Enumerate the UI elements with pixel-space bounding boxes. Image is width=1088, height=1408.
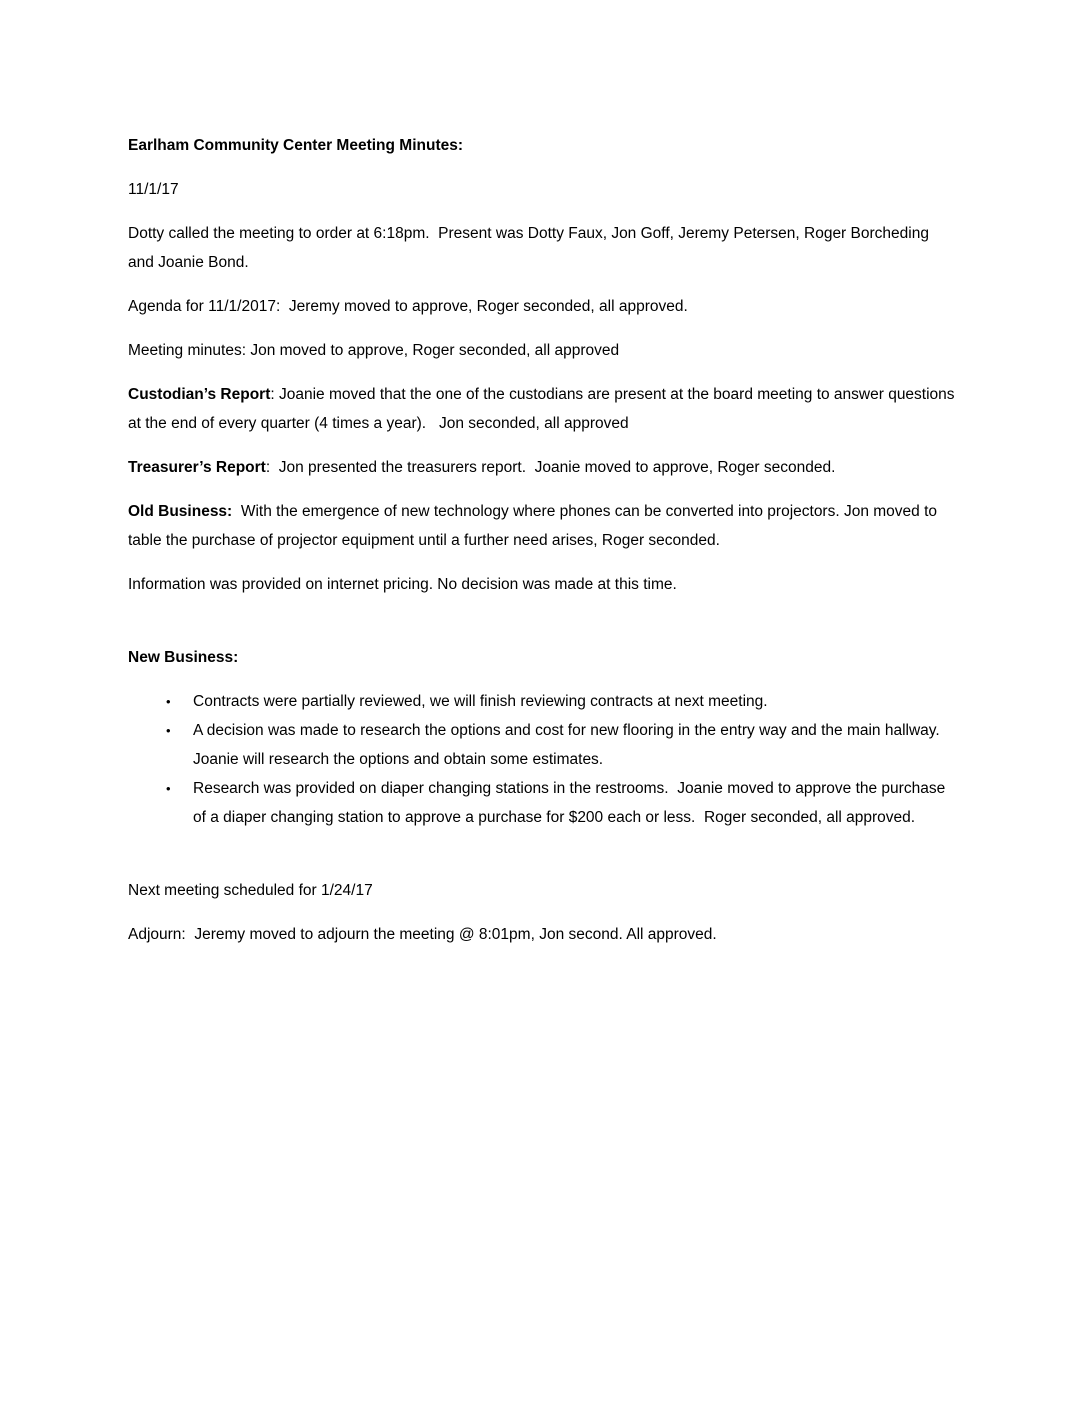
paragraph-treasurers-report (128, 453, 958, 482)
paragraph-custodians-report (128, 380, 958, 438)
meeting-date: 11/1/17 (128, 181, 179, 198)
bullet-icon: • (166, 694, 171, 709)
list-item-text: Contracts were partially reviewed, we will finish reviewing contracts at next meeting. (193, 693, 768, 710)
paragraph-old-business (128, 497, 958, 555)
paragraph-text: : Jon presented the treasurers report. Joanie moved to approve, Roger seconded. (265, 459, 836, 476)
paragraph-text: Meeting minutes: Jon moved to approve, Roger seconded, all approved (128, 342, 620, 359)
paragraph-lead: Treasurer’s Report (128, 459, 266, 476)
paragraph-call-to-order (128, 219, 958, 277)
new-business-heading: New Business: (128, 649, 239, 666)
paragraph-internet-pricing (128, 570, 958, 599)
new-business-list (128, 687, 958, 832)
paragraph-agenda (128, 292, 958, 321)
adjourn: Adjourn: Jeremy moved to adjourn the meeting @ 8:01pm, Jon second. All approved. (128, 926, 717, 943)
list-item-text: Research was provided on diaper changing stations in the restrooms. Joanie moved to approve the purchase of a diaper changing station to approve a purchase for $200 each or less. Roger seconded, all approved. (193, 780, 950, 826)
paragraph-lead: Old Business: (128, 503, 233, 520)
paragraph-lead: Custodian’s Report (128, 386, 271, 403)
bullet-icon: • (166, 781, 171, 796)
list-item-contracts (128, 687, 958, 716)
paragraph-text: With the emergence of new technology where phones can be converted into projectors. Jon moved to table the purchase of projector equipment until a further need arises, Roger seconded. (128, 503, 942, 549)
next-meeting: Next meeting scheduled for 1/24/17 (128, 882, 373, 899)
paragraph-text: Information was provided on internet pricing. No decision was made at this time. (128, 576, 677, 593)
paragraph-meeting-minutes (128, 336, 958, 365)
bullet-icon: • (166, 723, 171, 738)
list-item-diaper-stations (128, 774, 958, 832)
paragraph-text: : Joanie moved that the one of the custodians are present at the board meeting to answer questions at the end of every quarter (4 times a year). Jon seconded, all approved (128, 386, 959, 432)
document-title: Earlham Community Center Meeting Minutes: (128, 137, 464, 154)
paragraph-text: Agenda for 11/1/2017: Jeremy moved to approve, Roger seconded, all approved. (128, 298, 688, 315)
paragraph-text: Dotty called the meeting to order at 6:18pm. Present was Dotty Faux, Jon Goff, Jeremy Petersen, Roger Borcheding and Joanie Bond. (128, 225, 934, 271)
list-item-flooring (128, 716, 958, 774)
list-item-text: A decision was made to research the options and cost for new flooring in the entry way and the main hallway. Joanie will research the options and obtain some estimates. (193, 722, 949, 768)
document-content (128, 131, 958, 964)
